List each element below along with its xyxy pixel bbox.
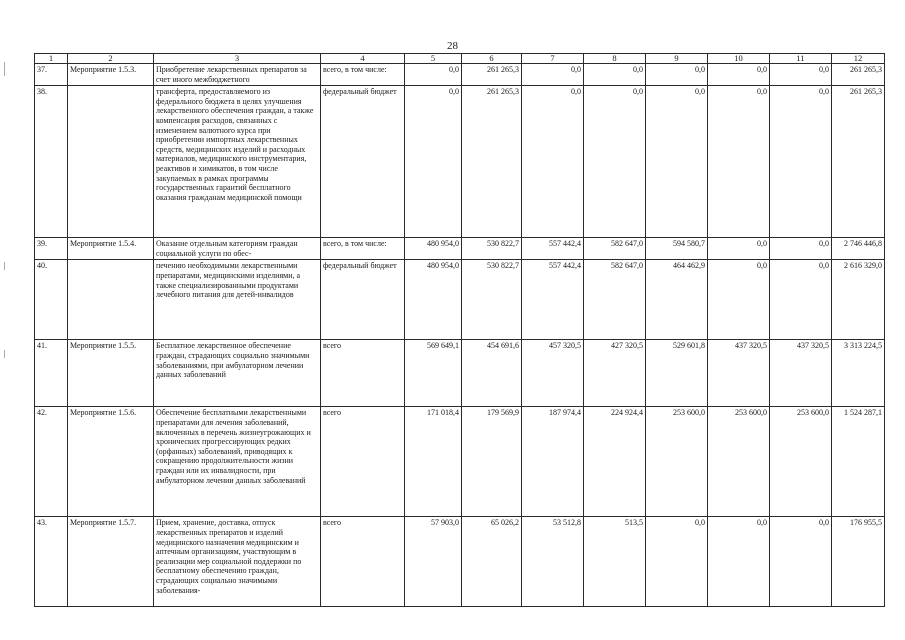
amount-cell: 2 616 329,0 (832, 260, 885, 340)
amount-cell: 0,0 (584, 86, 646, 238)
page-number: 28 (447, 40, 458, 52)
column-header: 3 (154, 54, 321, 64)
column-header: 11 (770, 54, 832, 64)
amount-cell: 0,0 (405, 86, 462, 238)
column-header: 12 (832, 54, 885, 64)
amount-cell: 530 822,7 (462, 238, 522, 260)
amount-cell: 582 647,0 (584, 260, 646, 340)
amount-cell: 0,0 (646, 517, 708, 607)
row-number: 41. (35, 340, 68, 407)
funding-source: федеральный бюджет (321, 260, 405, 340)
amount-cell: 57 903,0 (405, 517, 462, 607)
amount-cell: 0,0 (770, 86, 832, 238)
column-header: 10 (708, 54, 770, 64)
amount-cell: 0,0 (584, 64, 646, 86)
amount-cell: 187 974,4 (522, 407, 584, 517)
amount-cell: 513,5 (584, 517, 646, 607)
amount-cell: 1 524 287,1 (832, 407, 885, 517)
amount-cell: 0,0 (708, 238, 770, 260)
amount-cell: 464 462,9 (646, 260, 708, 340)
amount-cell: 437 320,5 (770, 340, 832, 407)
column-header: 6 (462, 54, 522, 64)
column-header: 7 (522, 54, 584, 64)
amount-cell: 0,0 (708, 260, 770, 340)
funding-source: всего (321, 407, 405, 517)
amount-cell: 557 442,4 (522, 260, 584, 340)
amount-cell: 224 924,4 (584, 407, 646, 517)
amount-cell: 480 954,0 (405, 260, 462, 340)
row-number: 42. (35, 407, 68, 517)
amount-cell: 179 569,9 (462, 407, 522, 517)
amount-cell: 261 265,3 (462, 64, 522, 86)
scan-margin-mark (4, 62, 5, 76)
funding-source: всего (321, 340, 405, 407)
amount-cell: 0,0 (708, 517, 770, 607)
funding-source: федеральный бюджет (321, 86, 405, 238)
funding-source: всего, в том числе: (321, 64, 405, 86)
column-header: 1 (35, 54, 68, 64)
row-number: 39. (35, 238, 68, 260)
amount-cell: 454 691,6 (462, 340, 522, 407)
column-header: 2 (68, 54, 154, 64)
event-name: Мероприятие 1.5.4. (68, 238, 154, 260)
amount-cell: 557 442,4 (522, 238, 584, 260)
amount-cell: 65 026,2 (462, 517, 522, 607)
event-name: Мероприятие 1.5.3. (68, 64, 154, 86)
row-number: 40. (35, 260, 68, 340)
amount-cell: 253 600,0 (770, 407, 832, 517)
column-header: 5 (405, 54, 462, 64)
amount-cell: 530 822,7 (462, 260, 522, 340)
event-name (68, 86, 154, 238)
amount-cell: 480 954,0 (405, 238, 462, 260)
amount-cell: 261 265,3 (832, 64, 885, 86)
row-number: 43. (35, 517, 68, 607)
event-description: трансферта, предоставляемого из федерального бюджета в целях улучшения лекарственного обеспечения граждан, а также компенсация расходов, связанных с изменением валютного курса при приобретении импортных лекарственных средств, медицинских изделий и расходных материалов, медицинского инструментария, реактивов и химикатов, в том числе закупаемых в рамках программы государственных гарантий бесплатного оказания гражданам медицинской помощи (154, 86, 321, 238)
row-number: 37. (35, 64, 68, 86)
amount-cell: 0,0 (522, 86, 584, 238)
amount-cell: 171 018,4 (405, 407, 462, 517)
table-row (35, 517, 885, 607)
amount-cell: 0,0 (770, 260, 832, 340)
funding-source: всего, в том числе: (321, 238, 405, 260)
amount-cell: 0,0 (770, 517, 832, 607)
event-description: Прием, хранение, доставка, отпуск лекарственных препаратов и изделий медицинского назначения медицинским и аптечным организациям, участвующим в реализации мер социальной поддержки по бесплатному обеспечению граждан, страдающих социально значимыми заболевания- (154, 517, 321, 607)
event-name: Мероприятие 1.5.6. (68, 407, 154, 517)
header-row (35, 54, 885, 64)
budget-table (34, 53, 885, 607)
row-number: 38. (35, 86, 68, 238)
event-description: Обеспечение бесплатными лекарственными препаратами для лечения заболеваний, включенных в перечень жизнеугрожающих и хронических прогрессирующих редких (орфанных) заболеваний, приводящих к сокращению продолжительности жизни граждан или их инвалидности, при амбулаторном лечении данных заболеваний (154, 407, 321, 517)
amount-cell: 253 600,0 (708, 407, 770, 517)
amount-cell: 176 955,5 (832, 517, 885, 607)
scan-margin-mark (4, 350, 5, 358)
table-row (35, 238, 885, 260)
amount-cell: 437 320,5 (708, 340, 770, 407)
event-description: Приобретение лекарственных препаратов за счет иного межбюджетного (154, 64, 321, 86)
table-row (35, 86, 885, 238)
amount-cell: 569 649,1 (405, 340, 462, 407)
amount-cell: 0,0 (522, 64, 584, 86)
amount-cell: 0,0 (770, 64, 832, 86)
amount-cell: 0,0 (646, 86, 708, 238)
amount-cell: 582 647,0 (584, 238, 646, 260)
event-name (68, 260, 154, 340)
amount-cell: 457 320,5 (522, 340, 584, 407)
event-description: Оказание отдельным категориям граждан социальной услуги по обес- (154, 238, 321, 260)
column-header: 4 (321, 54, 405, 64)
amount-cell: 3 313 224,5 (832, 340, 885, 407)
event-description: Бесплатное лекарственное обеспечение граждан, страдающих социально значимыми заболеваниями, при амбулаторном лечении данных заболеваний (154, 340, 321, 407)
amount-cell: 529 601,8 (646, 340, 708, 407)
amount-cell: 253 600,0 (646, 407, 708, 517)
event-name: Мероприятие 1.5.7. (68, 517, 154, 607)
amount-cell: 0,0 (708, 64, 770, 86)
amount-cell: 0,0 (646, 64, 708, 86)
column-header: 8 (584, 54, 646, 64)
amount-cell: 0,0 (405, 64, 462, 86)
column-header: 9 (646, 54, 708, 64)
amount-cell: 2 746 446,8 (832, 238, 885, 260)
amount-cell: 53 512,8 (522, 517, 584, 607)
amount-cell: 261 265,3 (832, 86, 885, 238)
amount-cell: 0,0 (770, 238, 832, 260)
table-row (35, 260, 885, 340)
table-row (35, 407, 885, 517)
amount-cell: 261 265,3 (462, 86, 522, 238)
amount-cell: 594 580,7 (646, 238, 708, 260)
table-row (35, 64, 885, 86)
amount-cell: 427 320,5 (584, 340, 646, 407)
event-description: печению необходимыми лекарственными препаратами, медицинскими изделиями, а также специализированными продуктами лечебного питания для детей-инвалидов (154, 260, 321, 340)
scan-margin-mark (4, 262, 5, 270)
table-row (35, 340, 885, 407)
funding-source: всего (321, 517, 405, 607)
event-name: Мероприятие 1.5.5. (68, 340, 154, 407)
amount-cell: 0,0 (708, 86, 770, 238)
